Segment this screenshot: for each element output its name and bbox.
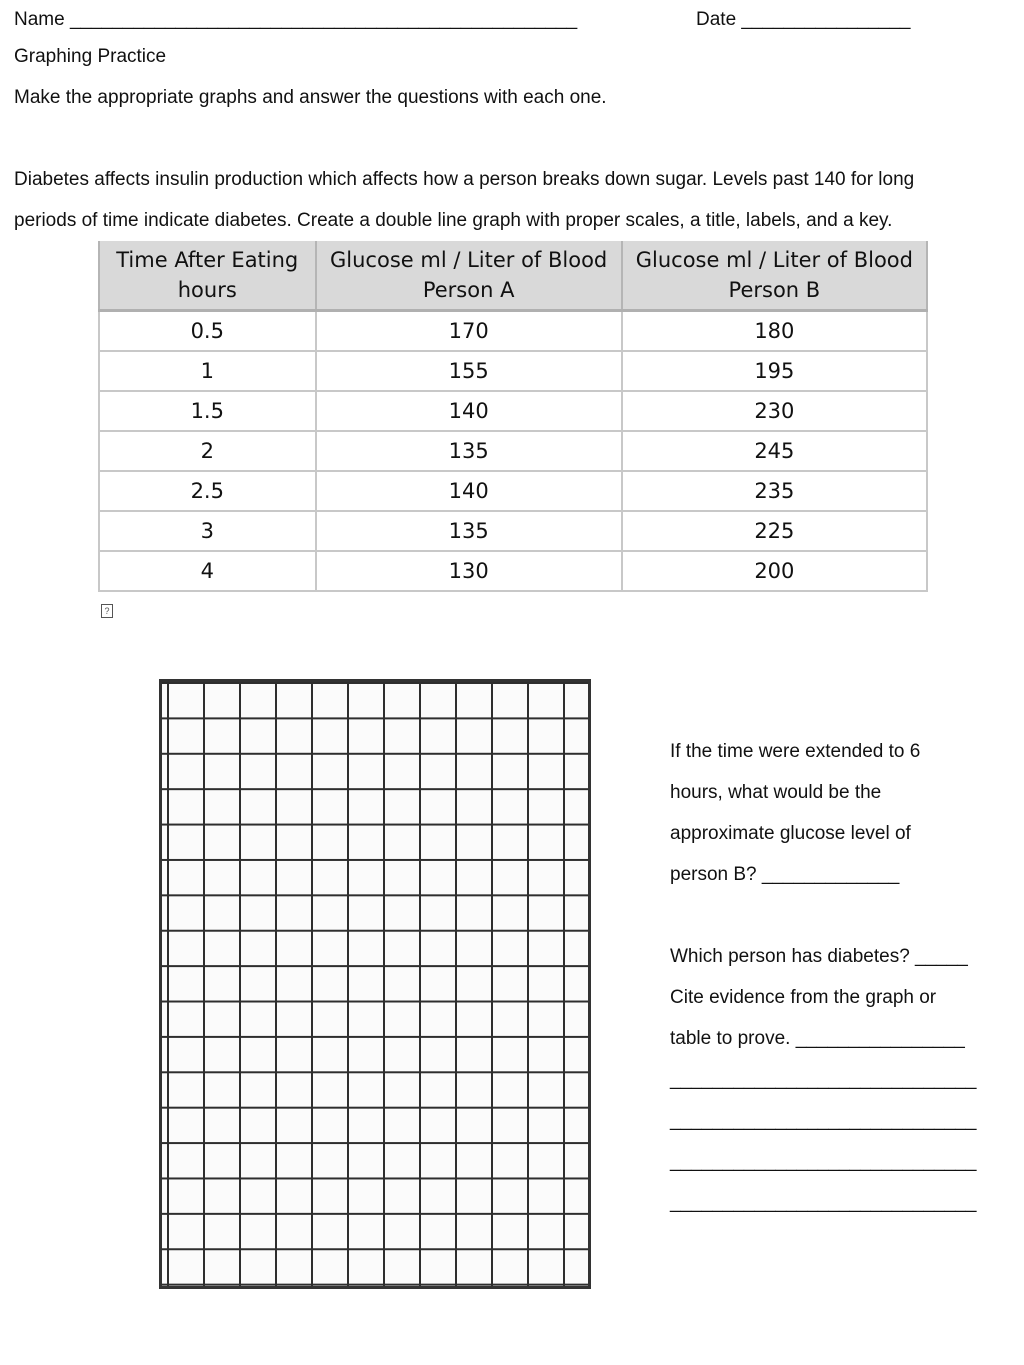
table-row <box>99 311 927 352</box>
header-time-line-1: Time After Eating <box>116 248 299 272</box>
person-a-cell: 155 <box>316 351 622 391</box>
person-a-cell: 135 <box>316 511 622 551</box>
time-cell: 2.5 <box>99 471 316 511</box>
question-1-line-1: If the time were extended to 6 <box>670 741 921 762</box>
broken-image-icon: ? <box>101 604 113 618</box>
worksheet-title: Graphing Practice <box>14 46 167 67</box>
table-row <box>99 391 927 431</box>
person-a-cell: 170 <box>316 311 622 352</box>
header-person-b-line-1: Glucose ml / Liter of Blood <box>635 248 913 272</box>
answer-blank-line[interactable]: _____________________________ <box>670 1192 977 1213</box>
answer-blank-line[interactable]: _____________________________ <box>670 1110 977 1131</box>
table-row <box>99 551 927 591</box>
person-a-cell: 140 <box>316 471 622 511</box>
person-b-cell: 180 <box>622 311 927 352</box>
person-b-cell: 245 <box>622 431 927 471</box>
answer-blank-line[interactable]: _____________________________ <box>670 1151 977 1172</box>
person-a-cell: 135 <box>316 431 622 471</box>
problem-paragraph-line-1: Diabetes affects insulin production which affects how a person breaks down sugar. Levels past 140 for long <box>14 169 915 190</box>
answer-blank-line[interactable]: _____________________________ <box>670 1069 977 1090</box>
person-b-cell: 200 <box>622 551 927 591</box>
header-person-a-line-2: Person A <box>422 278 515 302</box>
table-row <box>99 471 927 511</box>
person-b-cell: 230 <box>622 391 927 431</box>
problem-paragraph-line-2: periods of time indicate diabetes. Create a double line graph with proper scales, a title, labels, and a key. <box>14 210 893 231</box>
table-row <box>99 511 927 551</box>
time-cell: 2 <box>99 431 316 471</box>
question-2-line-2: Cite evidence from the graph or <box>670 987 937 1008</box>
header-time-line-2: hours <box>177 278 237 302</box>
date-field-line[interactable]: Date ________________ <box>696 9 911 30</box>
header-time <box>99 241 316 311</box>
table-row <box>99 431 927 471</box>
question-1-answer-line[interactable]: person B? _____________ <box>670 864 900 885</box>
person-b-cell: 235 <box>622 471 927 511</box>
person-a-cell: 140 <box>316 391 622 431</box>
person-b-cell: 225 <box>622 511 927 551</box>
person-b-cell: 195 <box>622 351 927 391</box>
question-2-line-3[interactable]: table to prove. ________________ <box>670 1028 965 1049</box>
time-cell: 1 <box>99 351 316 391</box>
instructions-text: Make the appropriate graphs and answer the questions with each one. <box>14 87 607 108</box>
question-1-line-2: hours, what would be the <box>670 782 882 803</box>
glucose-data-table <box>98 241 928 592</box>
person-a-cell: 130 <box>316 551 622 591</box>
blank-graph-grid[interactable] <box>159 679 591 1289</box>
header-person-b-line-2: Person B <box>728 278 821 302</box>
question-1-line-3: approximate glucose level of <box>670 823 911 844</box>
header-person-a-line-1: Glucose ml / Liter of Blood <box>330 248 608 272</box>
table-header-row <box>99 241 927 311</box>
name-field-line[interactable]: Name ________________________________________________ <box>14 9 578 30</box>
header-person-a <box>316 241 622 311</box>
time-cell: 4 <box>99 551 316 591</box>
time-cell: 3 <box>99 511 316 551</box>
time-cell: 1.5 <box>99 391 316 431</box>
question-2-line-1[interactable]: Which person has diabetes? _____ <box>670 946 968 967</box>
table-row <box>99 351 927 391</box>
time-cell: 0.5 <box>99 311 316 352</box>
header-person-b <box>622 241 927 311</box>
